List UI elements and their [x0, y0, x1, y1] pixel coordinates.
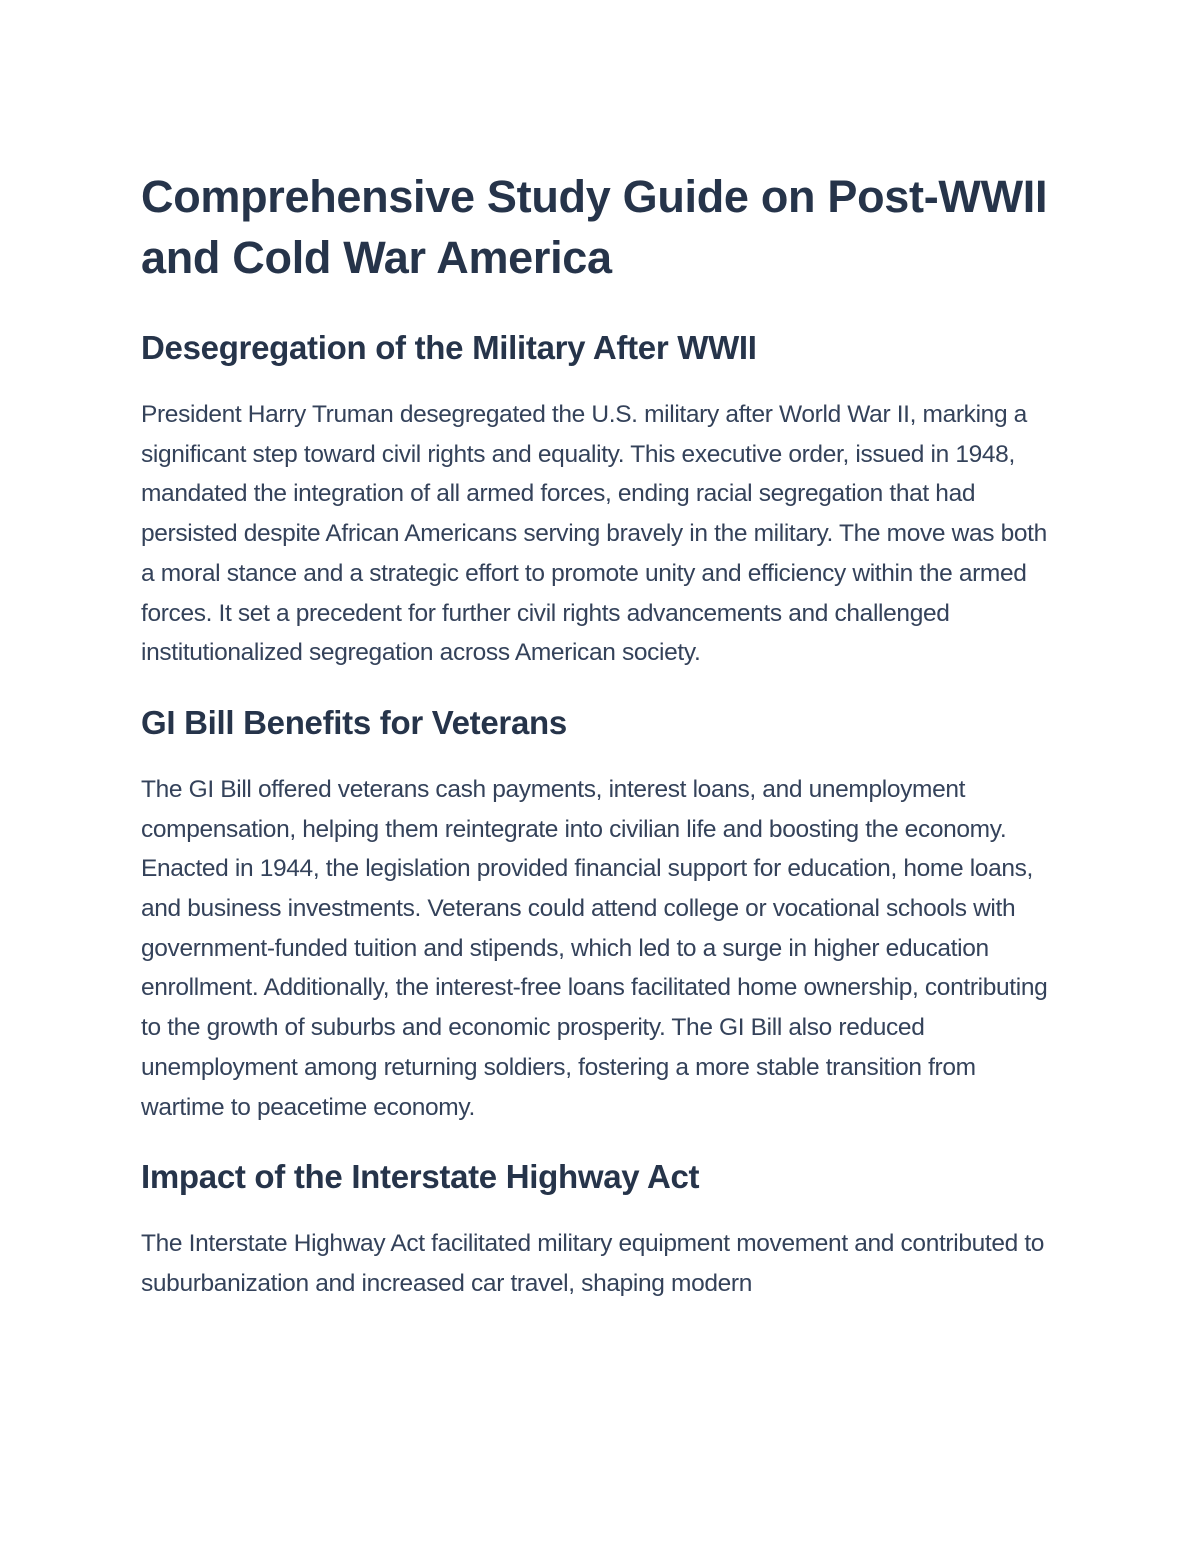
section-heading: Impact of the Interstate Highway Act: [141, 1158, 700, 1196]
section-military-desegregation: [141, 328, 1060, 673]
document-title: Comprehensive Study Guide on Post-WWII and Cold War America: [141, 171, 1048, 283]
section-interstate-highway-act: [141, 1157, 1060, 1303]
section-heading: Desegregation of the Military After WWII: [141, 329, 757, 366]
section-paragraph: President Harry Truman desegregated the U.S. military after World War II, marking a significant step toward civil rights and equality. This executive order, issued in 1948, mandated the integration of all armed forces, ending racial segregation that had persisted despite African Americans serving bravely in the military. The move was both a moral stance and a strategic effort to promote unity and efficiency within the armed forces. It set a precedent for further civil rights advancements and challenged institutionalized segregation across American society.: [141, 401, 1047, 667]
section-gi-bill: [141, 703, 1060, 1127]
section-heading: GI Bill Benefits for Veterans: [141, 703, 567, 741]
section-paragraph: The Interstate Highway Act facilitated military equipment movement and contributed to suburbanization and increased car travel, shaping modern: [141, 1230, 1045, 1297]
section-paragraph: The GI Bill offered veterans cash payments, interest loans, and unemployment compensation, helping them reintegrate into civilian life and boosting the economy. Enacted in 1944, the legislation provided financial support for education, home loans, and business investments. Veterans could attend college or vocational schools with government-funded tuition and stipends, which led to a surge in higher education enrollment. Additionally, the interest-free loans facilitated home ownership, contributing to the growth of suburbs and economic prosperity. The GI Bill also reduced unemployment among returning soldiers, fostering a more stable transition from wartime to peacetime economy.: [141, 775, 1048, 1121]
